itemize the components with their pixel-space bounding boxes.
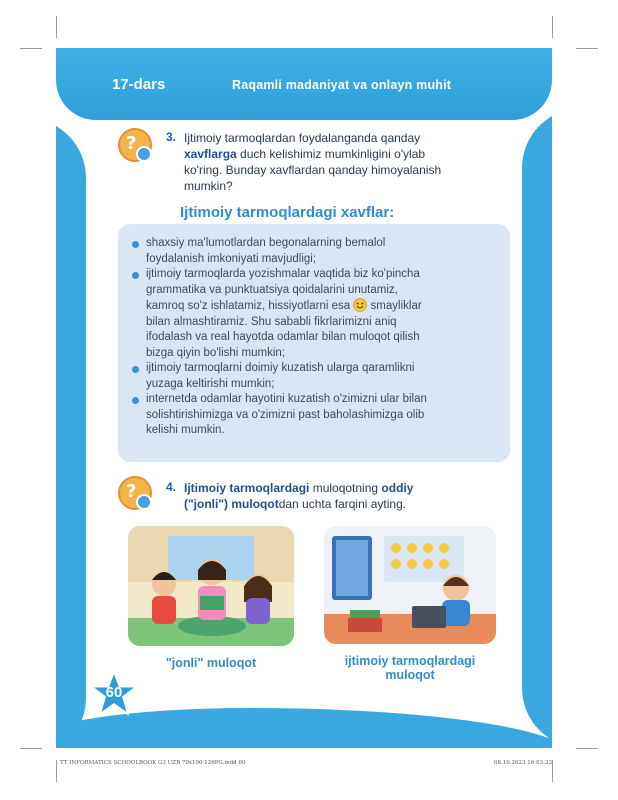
- question-fragment: duch kelishimiz mumkinligini o'ylab: [236, 147, 426, 161]
- list-line: internetda odamlar hayotini kuzatish o'zimizni ular bilan: [146, 393, 427, 405]
- decorative-blob: [56, 118, 86, 748]
- list-line: shaxsiy ma'lumotlardan begonalarning bemalol: [146, 237, 386, 249]
- caption-line: ijtimoiy tarmoqlardagi: [344, 654, 476, 668]
- smiley-icon: [353, 298, 367, 312]
- online-communication-illustration: [324, 526, 496, 644]
- question-4-text: [184, 480, 514, 512]
- list-line: ijtimoiy tarmoqlarni doimiy kuzatish ularga qaramlikni: [146, 362, 415, 374]
- question-number: 4.: [166, 480, 177, 494]
- list-item: [132, 267, 502, 361]
- keyword: ("jonli") muloqot: [184, 497, 279, 511]
- question-3-text: [184, 130, 514, 194]
- list-line: bizga qiyin bo'lishi mumkin;: [146, 346, 285, 359]
- list-item: [132, 236, 502, 267]
- list-fragment: kamroq so'z ishlatamiz, hissiyotlarni esa: [146, 300, 354, 312]
- bullet-icon: [132, 272, 139, 279]
- lesson-number: 17-dars: [112, 76, 166, 93]
- keyword: Ijtimoiy tarmoqlardagi: [184, 481, 310, 495]
- list-item: [132, 392, 502, 439]
- question-line: [184, 480, 514, 496]
- list-item: [132, 361, 502, 392]
- question-line: mumkin?: [184, 179, 233, 193]
- question-line: Ijtimoiy tarmoqlardan foydalanganda qanday: [184, 131, 421, 145]
- live-communication-illustration: [128, 526, 294, 646]
- bullet-icon: [132, 366, 139, 373]
- print-footer-right: 08.10.2023 16:03:23: [494, 760, 552, 766]
- caption-live-communication: "jonli" muloqot: [165, 656, 257, 670]
- risks-panel: [118, 224, 510, 462]
- list-line: ijtimoiy tarmoqlarda yozishmalar vaqtida biz ko'pincha: [146, 268, 420, 280]
- crop-mark: [576, 48, 598, 49]
- list-line: ifodalash va real hayotda odamlar bilan muloqot qilish: [146, 331, 420, 343]
- bullet-icon: [132, 241, 139, 248]
- keyword: xavflarga: [184, 147, 237, 161]
- question-line: [184, 146, 514, 162]
- textbook-page: [56, 48, 552, 748]
- keyword: oddiy: [381, 481, 414, 495]
- question-line: ko'ring. Bunday xavflardan qanday himoyalanish: [184, 163, 442, 177]
- question-icon: [118, 128, 152, 162]
- caption-line: muloqot: [385, 668, 435, 682]
- crop-mark: [552, 760, 553, 782]
- question-fragment: dan uchta farqini ayting.: [278, 497, 407, 511]
- crop-mark: [56, 760, 57, 782]
- decorative-blob: [522, 108, 552, 748]
- question-fragment: muloqotning: [309, 481, 382, 495]
- lesson-topic: Raqamli madaniyat va onlayn muhit: [232, 78, 452, 92]
- question-icon: [118, 476, 152, 510]
- bullet-icon: [132, 397, 139, 404]
- list-fragment: smayliklar: [367, 300, 422, 312]
- crop-mark: [576, 748, 598, 749]
- crop-mark: [20, 48, 42, 49]
- list-line: [146, 298, 502, 315]
- print-footer-left: TT INFORMATICS SCHOOLBOOK G3 UZB 70x100 126PG.indd 60: [60, 760, 246, 766]
- crop-mark: [56, 16, 57, 38]
- list-line: foydalanish imkoniyati mavjudligi;: [146, 252, 317, 265]
- list-line: solishtirishimizga va o'zimizni past baholashimizga olib: [146, 408, 425, 421]
- section-title: Ijtimoiy tarmoqlardagi xavflar:: [180, 204, 395, 221]
- question-line: [184, 496, 514, 512]
- list-line: yuzaga keltirishi mumkin;: [146, 377, 275, 390]
- list-line: kelishi mumkin.: [146, 424, 225, 436]
- list-line: grammatika va punktuatsiya qoidalarini unutamiz,: [146, 283, 398, 296]
- page-number: 60: [105, 684, 123, 701]
- question-number: 3.: [166, 130, 177, 144]
- crop-mark: [552, 16, 553, 38]
- caption-online-communication: [324, 654, 496, 682]
- list-line: bilan almashtiramiz. Shu sababli fikrlarimizni aniq: [146, 315, 397, 328]
- page-header: [56, 48, 552, 120]
- crop-mark: [20, 748, 42, 749]
- risks-list: [132, 236, 502, 439]
